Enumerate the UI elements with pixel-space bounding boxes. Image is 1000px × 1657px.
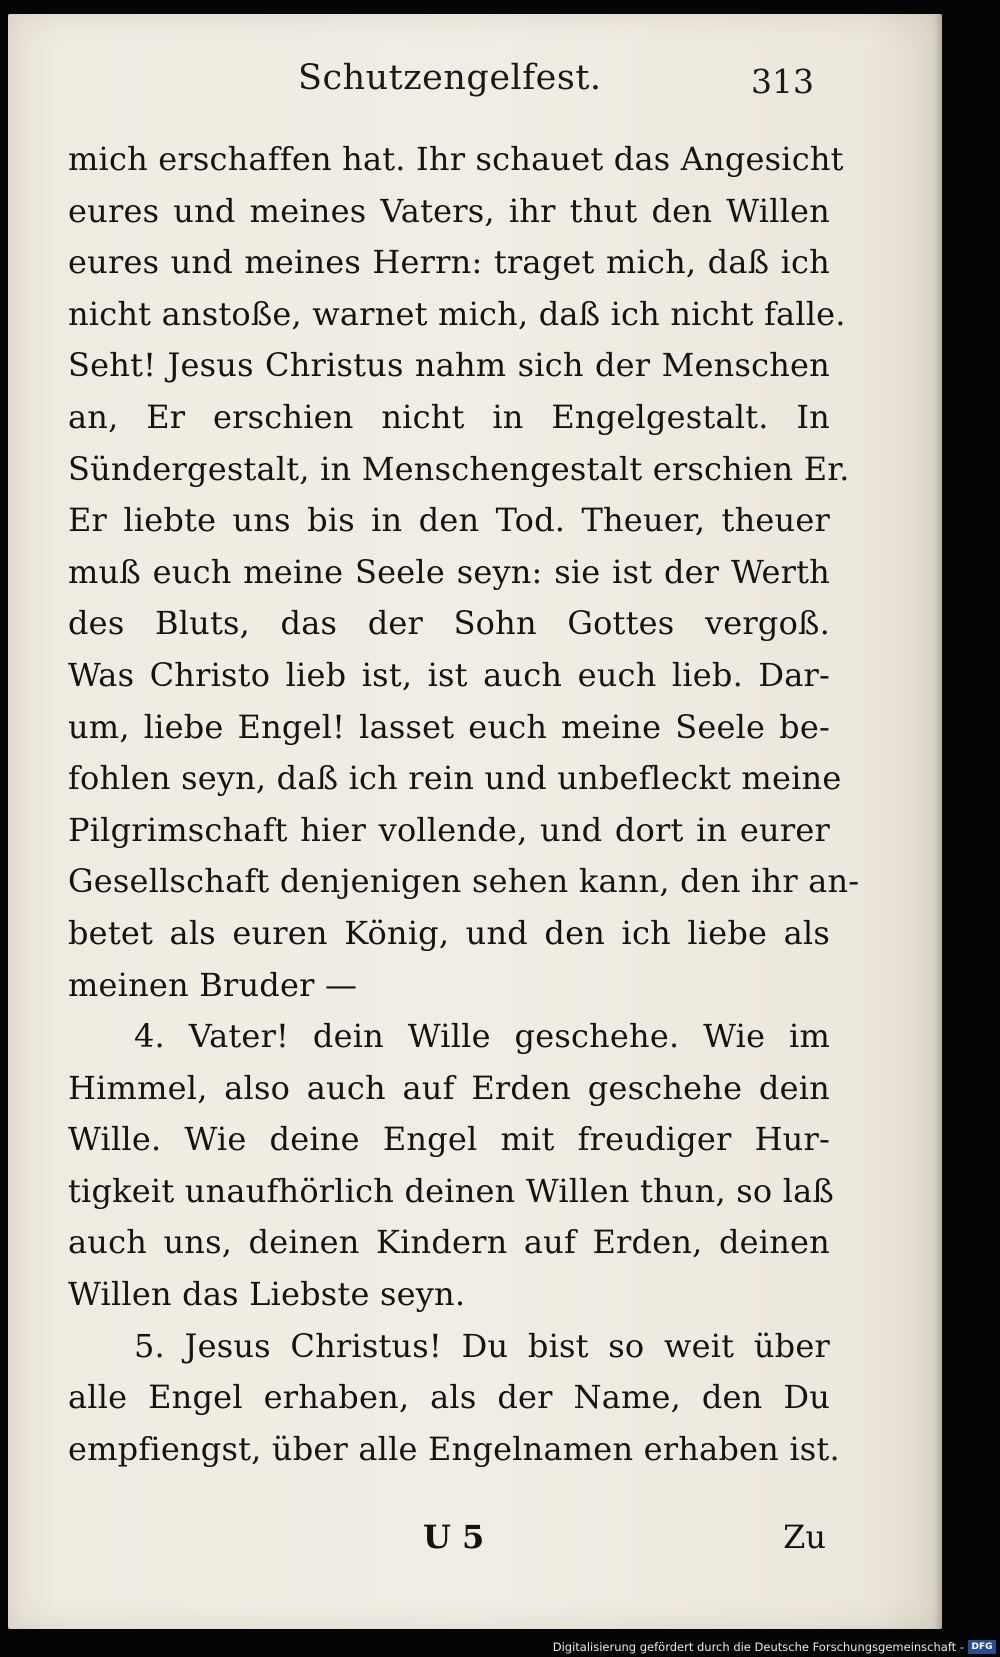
text-line: Sündergestalt, in Menschengestalt erschien Er. — [68, 449, 850, 488]
text-line: Gesellschaft denjenigen sehen kann, den ihr an- — [68, 862, 860, 901]
text-line: Pilgrimschaft hier vollende, und dort in eurer — [68, 810, 830, 849]
body-text — [68, 134, 860, 1475]
catchword: Zu — [783, 1518, 826, 1556]
book-page — [8, 14, 942, 1629]
signature-mark: U 5 — [423, 1518, 485, 1556]
text-line: muß euch meine Seele seyn: sie ist der Werth — [68, 552, 830, 591]
text-line: empfiengst, über alle Engelnamen erhaben ist. — [68, 1429, 840, 1468]
page-number: 313 — [751, 62, 814, 101]
text-line: Willen das Liebste seyn. — [68, 1275, 466, 1314]
text-line: Himmel, also auch auf Erden geschehe dein — [68, 1068, 830, 1107]
attribution-bar — [0, 1635, 1000, 1657]
text-line: alle Engel erhaben, als der Name, den Du — [68, 1378, 830, 1417]
text-line: betet als euren König, und den ich liebe als — [68, 913, 830, 952]
text-line: an, Er erschien nicht in Engelgestalt. In — [68, 397, 830, 436]
text-line: fohlen seyn, daß ich rein und unbefleckt meine — [68, 759, 842, 798]
text-line: auch uns, deinen Kindern auf Erden, deinen — [68, 1223, 830, 1262]
page-footer — [68, 1514, 830, 1574]
running-title: Schutzengelfest. — [298, 58, 602, 98]
text-line: eures und meines Herrn: traget mich, daß ich — [68, 243, 830, 282]
text-line: mich erschaffen hat. Ihr schauet das Angesicht — [68, 140, 844, 178]
text-line: des Bluts, das der Sohn Gottes vergoß. — [68, 604, 830, 643]
text-line: meinen Bruder — — [68, 965, 358, 1004]
text-line: Er liebte uns bis in den Tod. Theuer, theuer — [68, 501, 830, 540]
dfg-logo-icon: DFG — [968, 1640, 996, 1654]
text-line: 5. Jesus Christus! Du bist so weit über — [134, 1326, 830, 1365]
text-line: Was Christo lieb ist, ist auch euch lieb. Dar- — [68, 655, 830, 694]
attribution-text: Digitalisierung gefördert durch die Deutsche Forschungsgemeinschaft - — [552, 1640, 964, 1654]
text-line: Seht! Jesus Christus nahm sich der Menschen — [68, 346, 830, 385]
text-line: Wille. Wie deine Engel mit freudiger Hur- — [68, 1120, 830, 1159]
text-line: nicht anstoße, warnet mich, daß ich nicht falle. — [68, 294, 846, 333]
text-line: eures und meines Vaters, ihr thut den Willen — [68, 191, 830, 230]
page-edge-shadow — [934, 14, 942, 1629]
text-line: um, liebe Engel! lasset euch meine Seele be- — [68, 707, 830, 746]
running-head — [58, 52, 814, 112]
text-line: tigkeit unaufhörlich deinen Willen thun, so laß — [68, 1171, 834, 1210]
text-line: 4. Vater! dein Wille geschehe. Wie im — [134, 1017, 830, 1056]
